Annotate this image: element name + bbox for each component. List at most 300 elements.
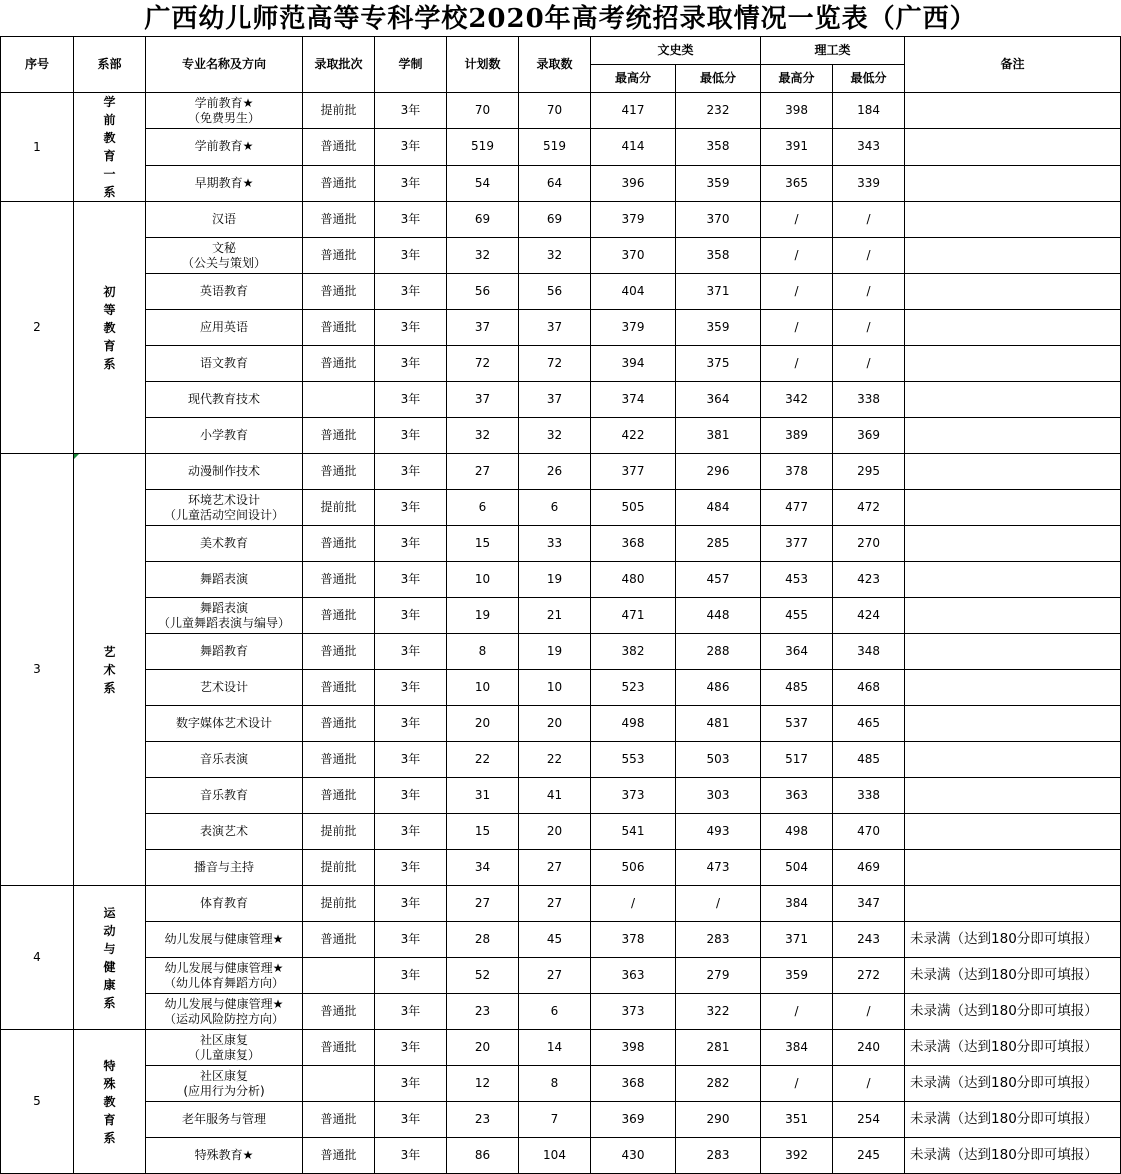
science-min-score: 465 (833, 706, 905, 742)
major-name-line: 文秘 (211, 240, 236, 255)
admitted-count: 20 (519, 706, 591, 742)
table-row (1, 238, 1121, 274)
table-row (1, 706, 1121, 742)
duration-cell: 3年 (375, 165, 447, 201)
duration-cell: 3年 (375, 1102, 447, 1138)
arts-min-score: 481 (676, 706, 761, 742)
arts-min-score: 370 (676, 202, 761, 238)
duration-cell: 3年 (375, 886, 447, 922)
duration-cell: 3年 (375, 526, 447, 562)
science-min-score: 348 (833, 634, 905, 670)
arts-min-score: 279 (676, 958, 761, 994)
duration-cell: 3年 (375, 706, 447, 742)
science-max-score: 377 (761, 526, 833, 562)
arts-max-score: 379 (591, 310, 676, 346)
header-science-max: 最高分 (761, 65, 833, 93)
science-max-score: 504 (761, 850, 833, 886)
arts-min-score: 448 (676, 598, 761, 634)
major-name-line: 社区康复 (199, 1032, 248, 1047)
arts-max-score: 382 (591, 634, 676, 670)
major-direction-line: （儿童舞蹈表演与编导） (157, 615, 290, 630)
note-cell (905, 346, 1121, 382)
major-name-line: 数字媒体艺术设计 (175, 716, 272, 730)
duration-cell: 3年 (375, 1066, 447, 1102)
science-min-score: 339 (833, 165, 905, 201)
header-dept: 系部 (74, 37, 146, 93)
plan-count: 31 (447, 778, 519, 814)
table-row (1, 382, 1121, 418)
arts-max-score: 378 (591, 922, 676, 958)
plan-count: 23 (447, 994, 519, 1030)
table-row (1, 958, 1121, 994)
batch-cell: 普通批 (303, 238, 375, 274)
duration-cell: 3年 (375, 454, 447, 490)
duration-cell: 3年 (375, 418, 447, 454)
note-cell: 未录满（达到180分即可填报） (905, 922, 1121, 958)
science-min-score: 369 (833, 418, 905, 454)
arts-max-score: 523 (591, 670, 676, 706)
science-max-score: 384 (761, 886, 833, 922)
note-cell (905, 850, 1121, 886)
plan-count: 15 (447, 814, 519, 850)
major-name (146, 994, 303, 1030)
major-direction-line: (应用行为分析) (183, 1083, 265, 1098)
batch-cell: 普通批 (303, 742, 375, 778)
table-row (1, 490, 1121, 526)
batch-cell: 普通批 (303, 778, 375, 814)
admitted-count: 72 (519, 346, 591, 382)
plan-count: 56 (447, 274, 519, 310)
duration-cell: 3年 (375, 310, 447, 346)
arts-max-score: 379 (591, 202, 676, 238)
science-max-score: 455 (761, 598, 833, 634)
major-name-line: 语文教育 (199, 356, 248, 370)
major-name (146, 129, 303, 165)
note-cell (905, 670, 1121, 706)
major-name-line: 环境艺术设计 (187, 492, 260, 507)
science-max-score: 342 (761, 382, 833, 418)
science-min-score: / (833, 994, 905, 1030)
major-name-line: 幼儿发展与健康管理★ (164, 932, 284, 946)
major-direction-line: （儿童活动空间设计） (163, 507, 284, 522)
duration-cell: 3年 (375, 346, 447, 382)
arts-max-score: / (591, 886, 676, 922)
plan-count: 23 (447, 1102, 519, 1138)
plan-count: 54 (447, 165, 519, 201)
major-name (146, 1138, 303, 1174)
duration-cell: 3年 (375, 742, 447, 778)
major-name (146, 922, 303, 958)
group-seq: 1 (1, 93, 74, 202)
plan-count: 52 (447, 958, 519, 994)
note-cell (905, 418, 1121, 454)
major-name-line: 现代教育技术 (187, 392, 260, 406)
major-name-line: 舞蹈表演 (199, 600, 248, 615)
note-cell (905, 634, 1121, 670)
arts-max-score: 498 (591, 706, 676, 742)
major-name (146, 1030, 303, 1066)
batch-cell: 普通批 (303, 922, 375, 958)
admitted-count: 10 (519, 670, 591, 706)
science-max-score: 398 (761, 93, 833, 129)
admitted-count: 6 (519, 490, 591, 526)
batch-cell: 普通批 (303, 1102, 375, 1138)
arts-max-score: 396 (591, 165, 676, 201)
plan-count: 10 (447, 562, 519, 598)
arts-max-score: 505 (591, 490, 676, 526)
table-row (1, 310, 1121, 346)
duration-cell: 3年 (375, 634, 447, 670)
science-max-score: 391 (761, 129, 833, 165)
major-name (146, 742, 303, 778)
group-dept (74, 454, 146, 886)
note-cell (905, 202, 1121, 238)
science-min-score: / (833, 238, 905, 274)
admitted-count: 27 (519, 958, 591, 994)
note-cell (905, 886, 1121, 922)
admitted-count: 41 (519, 778, 591, 814)
science-min-score: 424 (833, 598, 905, 634)
duration-cell: 3年 (375, 850, 447, 886)
batch-cell (303, 382, 375, 418)
science-max-score: 485 (761, 670, 833, 706)
science-min-score: 469 (833, 850, 905, 886)
admission-table (0, 36, 1121, 1174)
arts-min-score: / (676, 886, 761, 922)
science-min-score: 468 (833, 670, 905, 706)
group-dept (74, 202, 146, 454)
science-max-score: 351 (761, 1102, 833, 1138)
science-min-score: 243 (833, 922, 905, 958)
admitted-count: 32 (519, 238, 591, 274)
admitted-count: 21 (519, 598, 591, 634)
major-name-line: 特殊教育★ (194, 1148, 254, 1162)
duration-cell: 3年 (375, 1138, 447, 1174)
header-plan: 计划数 (447, 37, 519, 93)
plan-count: 27 (447, 886, 519, 922)
science-min-score: 254 (833, 1102, 905, 1138)
batch-cell: 普通批 (303, 562, 375, 598)
header-arts-min: 最低分 (676, 65, 761, 93)
major-name (146, 274, 303, 310)
arts-max-score: 373 (591, 778, 676, 814)
arts-max-score: 541 (591, 814, 676, 850)
science-min-score: 338 (833, 778, 905, 814)
science-min-score: 245 (833, 1138, 905, 1174)
admitted-count: 27 (519, 850, 591, 886)
header-science-min: 最低分 (833, 65, 905, 93)
table-row (1, 742, 1121, 778)
major-name-line: 应用英语 (199, 320, 248, 334)
science-max-score: 371 (761, 922, 833, 958)
major-name (146, 526, 303, 562)
science-max-score: / (761, 274, 833, 310)
science-max-score: 384 (761, 1030, 833, 1066)
arts-min-score: 358 (676, 129, 761, 165)
major-name (146, 93, 303, 129)
science-min-score: 240 (833, 1030, 905, 1066)
major-name-line: 音乐表演 (199, 752, 248, 766)
major-direction-line: （儿童康复） (187, 1047, 260, 1062)
science-min-score: 343 (833, 129, 905, 165)
science-min-score: / (833, 310, 905, 346)
major-name (146, 958, 303, 994)
arts-min-score: 288 (676, 634, 761, 670)
science-max-score: 453 (761, 562, 833, 598)
major-name (146, 670, 303, 706)
duration-cell: 3年 (375, 598, 447, 634)
note-cell (905, 238, 1121, 274)
plan-count: 6 (447, 490, 519, 526)
arts-max-score: 394 (591, 346, 676, 382)
duration-cell: 3年 (375, 814, 447, 850)
table-row (1, 129, 1121, 165)
table-row (1, 274, 1121, 310)
table-row (1, 346, 1121, 382)
plan-count: 28 (447, 922, 519, 958)
major-name-line: 社区康复 (199, 1068, 248, 1083)
header-batch: 录取批次 (303, 37, 375, 93)
page-title: 广西幼儿师范高等专科学校2020年高考统招录取情况一览表（广西） (144, 4, 977, 34)
duration-cell: 3年 (375, 202, 447, 238)
note-cell (905, 778, 1121, 814)
admitted-count: 56 (519, 274, 591, 310)
arts-max-score: 370 (591, 238, 676, 274)
table-row (1, 850, 1121, 886)
plan-count: 32 (447, 418, 519, 454)
plan-count: 69 (447, 202, 519, 238)
major-name-line: 表演艺术 (199, 824, 248, 838)
arts-max-score: 398 (591, 1030, 676, 1066)
plan-count: 22 (447, 742, 519, 778)
major-name (146, 850, 303, 886)
batch-cell: 普通批 (303, 274, 375, 310)
batch-cell: 提前批 (303, 490, 375, 526)
group-seq: 4 (1, 886, 74, 1030)
major-name-line: 音乐教育 (199, 788, 248, 802)
plan-count: 12 (447, 1066, 519, 1102)
batch-cell: 普通批 (303, 994, 375, 1030)
note-cell: 未录满（达到180分即可填报） (905, 1102, 1121, 1138)
science-max-score: / (761, 202, 833, 238)
table-row (1, 1030, 1121, 1066)
arts-max-score: 368 (591, 1066, 676, 1102)
arts-min-score: 322 (676, 994, 761, 1030)
arts-min-score: 303 (676, 778, 761, 814)
science-max-score: 498 (761, 814, 833, 850)
major-direction-line: （运动风险防控方向） (163, 1011, 284, 1026)
group-dept (74, 886, 146, 1030)
table-row (1, 165, 1121, 201)
batch-cell (303, 958, 375, 994)
dept-label: 运动与健康系 (103, 905, 116, 1010)
table-row (1, 418, 1121, 454)
arts-max-score: 471 (591, 598, 676, 634)
major-name-line: 动漫制作技术 (187, 464, 260, 478)
arts-min-score: 285 (676, 526, 761, 562)
duration-cell: 3年 (375, 958, 447, 994)
duration-cell: 3年 (375, 994, 447, 1030)
plan-count: 8 (447, 634, 519, 670)
arts-min-score: 493 (676, 814, 761, 850)
science-max-score: 392 (761, 1138, 833, 1174)
major-name-line: 老年服务与管理 (181, 1112, 266, 1126)
arts-max-score: 506 (591, 850, 676, 886)
batch-cell: 普通批 (303, 129, 375, 165)
major-name-line: 小学教育 (199, 428, 248, 442)
batch-cell: 普通批 (303, 670, 375, 706)
science-min-score: 295 (833, 454, 905, 490)
admitted-count: 26 (519, 454, 591, 490)
note-cell (905, 274, 1121, 310)
major-name-line: 英语教育 (199, 284, 248, 298)
arts-max-score: 417 (591, 93, 676, 129)
header-admitted: 录取数 (519, 37, 591, 93)
science-min-score: 470 (833, 814, 905, 850)
batch-cell: 普通批 (303, 706, 375, 742)
science-max-score: 477 (761, 490, 833, 526)
batch-cell: 普通批 (303, 346, 375, 382)
arts-min-score: 503 (676, 742, 761, 778)
admitted-count: 14 (519, 1030, 591, 1066)
major-name (146, 346, 303, 382)
duration-cell: 3年 (375, 670, 447, 706)
major-name-line: 学前教育★ (194, 95, 254, 110)
admitted-count: 33 (519, 526, 591, 562)
science-max-score: / (761, 994, 833, 1030)
major-name (146, 778, 303, 814)
note-cell: 未录满（达到180分即可填报） (905, 958, 1121, 994)
plan-count: 27 (447, 454, 519, 490)
major-name-line: 幼儿发展与健康管理★ (164, 996, 284, 1011)
admitted-count: 70 (519, 93, 591, 129)
header-notes: 备注 (905, 37, 1121, 93)
arts-max-score: 377 (591, 454, 676, 490)
science-max-score: / (761, 1066, 833, 1102)
major-name (146, 454, 303, 490)
science-min-score: 347 (833, 886, 905, 922)
batch-cell: 普通批 (303, 454, 375, 490)
batch-cell: 普通批 (303, 634, 375, 670)
admitted-count: 8 (519, 1066, 591, 1102)
admitted-count: 7 (519, 1102, 591, 1138)
header-arts-max: 最高分 (591, 65, 676, 93)
note-cell (905, 706, 1121, 742)
science-max-score: 359 (761, 958, 833, 994)
table-row (1, 886, 1121, 922)
admitted-count: 6 (519, 994, 591, 1030)
major-name (146, 238, 303, 274)
science-min-score: / (833, 274, 905, 310)
major-name-line: 舞蹈教育 (199, 644, 248, 658)
science-min-score: 184 (833, 93, 905, 129)
admitted-count: 37 (519, 382, 591, 418)
batch-cell: 普通批 (303, 165, 375, 201)
major-direction-line: （公关与策划） (181, 255, 266, 270)
table-row (1, 454, 1121, 490)
note-cell: 未录满（达到180分即可填报） (905, 994, 1121, 1030)
table-row (1, 994, 1121, 1030)
arts-max-score: 422 (591, 418, 676, 454)
table-row (1, 1066, 1121, 1102)
major-name (146, 1066, 303, 1102)
note-cell (905, 129, 1121, 165)
arts-max-score: 480 (591, 562, 676, 598)
plan-count: 32 (447, 238, 519, 274)
admitted-count: 19 (519, 562, 591, 598)
batch-cell: 提前批 (303, 886, 375, 922)
major-name-line: 美术教育 (199, 536, 248, 550)
major-name-line: 学前教育★ (194, 139, 254, 154)
dept-label: 特殊教育系 (103, 1058, 116, 1145)
major-name (146, 165, 303, 201)
major-name-line: 早期教育★ (194, 175, 254, 190)
science-min-score: / (833, 346, 905, 382)
plan-count: 86 (447, 1138, 519, 1174)
arts-max-score: 369 (591, 1102, 676, 1138)
major-name (146, 490, 303, 526)
note-cell (905, 382, 1121, 418)
plan-count: 72 (447, 346, 519, 382)
table-body (1, 93, 1121, 1174)
duration-cell: 3年 (375, 778, 447, 814)
table-row (1, 634, 1121, 670)
batch-cell: 提前批 (303, 850, 375, 886)
duration-cell: 3年 (375, 274, 447, 310)
arts-max-score: 553 (591, 742, 676, 778)
note-cell (905, 454, 1121, 490)
science-min-score: 472 (833, 490, 905, 526)
table-row (1, 670, 1121, 706)
plan-count: 70 (447, 93, 519, 129)
major-name (146, 706, 303, 742)
arts-min-score: 473 (676, 850, 761, 886)
arts-max-score: 368 (591, 526, 676, 562)
note-cell (905, 310, 1121, 346)
table-row (1, 93, 1121, 129)
admitted-count: 64 (519, 165, 591, 201)
arts-min-score: 358 (676, 238, 761, 274)
major-name (146, 1102, 303, 1138)
major-direction-line: （免费男生） (187, 110, 260, 125)
table-row (1, 562, 1121, 598)
table-row (1, 814, 1121, 850)
table-row (1, 778, 1121, 814)
batch-cell: 普通批 (303, 202, 375, 238)
science-min-score: 338 (833, 382, 905, 418)
duration-cell: 3年 (375, 129, 447, 165)
major-name (146, 598, 303, 634)
major-name-line: 汉语 (211, 212, 236, 226)
plan-count: 15 (447, 526, 519, 562)
batch-cell: 普通批 (303, 526, 375, 562)
major-name-line: 舞蹈表演 (199, 572, 248, 586)
arts-max-score: 374 (591, 382, 676, 418)
note-cell: 未录满（达到180分即可填报） (905, 1030, 1121, 1066)
science-max-score: / (761, 310, 833, 346)
duration-cell: 3年 (375, 562, 447, 598)
arts-min-score: 375 (676, 346, 761, 382)
duration-cell: 3年 (375, 382, 447, 418)
arts-min-score: 381 (676, 418, 761, 454)
note-cell (905, 598, 1121, 634)
science-max-score: 378 (761, 454, 833, 490)
table-row (1, 526, 1121, 562)
group-dept (74, 1030, 146, 1174)
major-name (146, 310, 303, 346)
arts-min-score: 290 (676, 1102, 761, 1138)
science-min-score: / (833, 202, 905, 238)
